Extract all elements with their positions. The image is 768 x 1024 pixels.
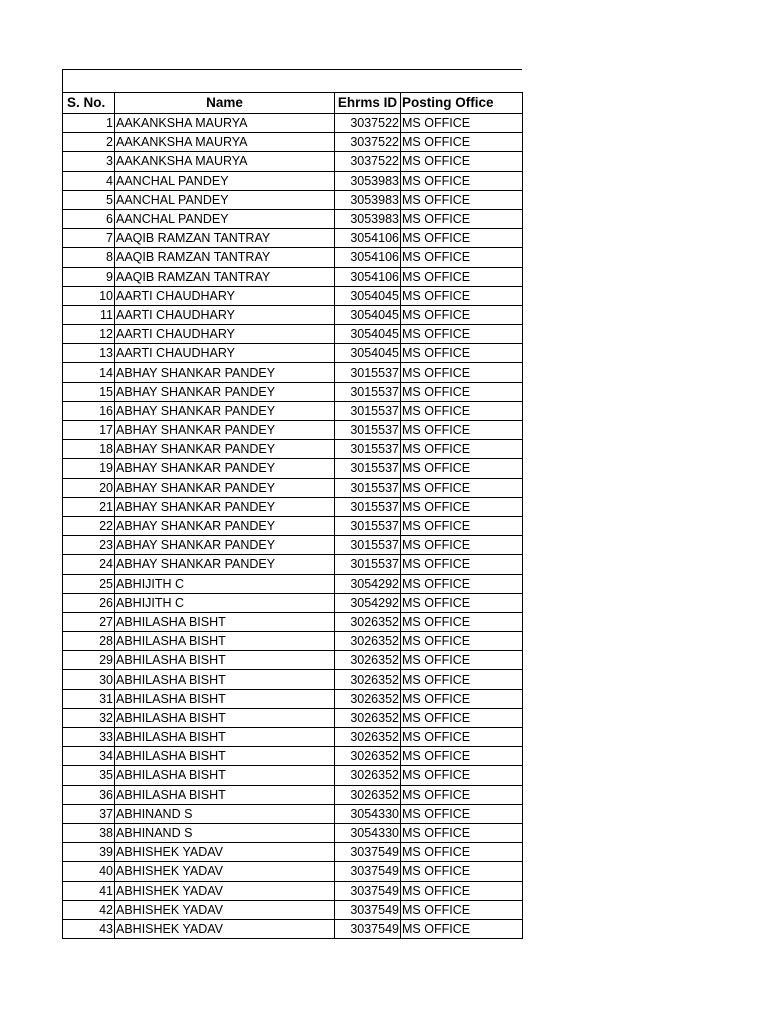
table-row	[63, 593, 523, 612]
cell-sno: 30	[63, 670, 115, 689]
cell-posting-office: MS OFFICE	[401, 171, 523, 190]
cell-sno: 22	[63, 516, 115, 535]
cell-posting-office: MS OFFICE	[401, 919, 523, 938]
cell-ehrms-id: 3026352	[335, 670, 401, 689]
cell-posting-office: MS OFFICE	[401, 440, 523, 459]
table-row	[63, 804, 523, 823]
cell-name: ABHISHEK YADAV	[115, 881, 335, 900]
cell-name: AANCHAL PANDEY	[115, 190, 335, 209]
table-row	[63, 401, 523, 420]
cell-posting-office: MS OFFICE	[401, 843, 523, 862]
table-row	[63, 229, 523, 248]
cell-sno: 15	[63, 382, 115, 401]
cell-posting-office: MS OFFICE	[401, 401, 523, 420]
cell-sno: 27	[63, 612, 115, 631]
spreadsheet-page	[62, 69, 522, 939]
cell-posting-office: MS OFFICE	[401, 478, 523, 497]
cell-ehrms-id: 3026352	[335, 728, 401, 747]
cell-posting-office: MS OFFICE	[401, 747, 523, 766]
cell-ehrms-id: 3015537	[335, 421, 401, 440]
cell-name: ABHINAND S	[115, 823, 335, 842]
cell-ehrms-id: 3054045	[335, 305, 401, 324]
cell-ehrms-id: 3037549	[335, 919, 401, 938]
column-header-ehrms-id: Ehrms ID	[335, 93, 401, 114]
cell-sno: 19	[63, 459, 115, 478]
cell-sno: 3	[63, 152, 115, 171]
cell-name: ABHILASHA BISHT	[115, 766, 335, 785]
cell-sno: 9	[63, 267, 115, 286]
table-row	[63, 766, 523, 785]
cell-name: ABHAY SHANKAR PANDEY	[115, 421, 335, 440]
cell-ehrms-id: 3054106	[335, 267, 401, 286]
cell-posting-office: MS OFFICE	[401, 689, 523, 708]
cell-ehrms-id: 3037549	[335, 881, 401, 900]
table-row	[63, 305, 523, 324]
cell-ehrms-id: 3053983	[335, 209, 401, 228]
cell-posting-office: MS OFFICE	[401, 421, 523, 440]
cell-name: AAKANKSHA MAURYA	[115, 152, 335, 171]
cell-posting-office: MS OFFICE	[401, 152, 523, 171]
table-row	[63, 286, 523, 305]
cell-posting-office: MS OFFICE	[401, 574, 523, 593]
cell-posting-office: MS OFFICE	[401, 229, 523, 248]
table-row	[63, 612, 523, 631]
cell-name: AANCHAL PANDEY	[115, 171, 335, 190]
cell-ehrms-id: 3026352	[335, 708, 401, 727]
cell-name: ABHAY SHANKAR PANDEY	[115, 401, 335, 420]
header-row	[63, 93, 523, 114]
cell-sno: 2	[63, 133, 115, 152]
cell-sno: 4	[63, 171, 115, 190]
cell-sno: 17	[63, 421, 115, 440]
cell-ehrms-id: 3015537	[335, 497, 401, 516]
table-row	[63, 421, 523, 440]
cell-ehrms-id: 3015537	[335, 536, 401, 555]
column-header-posting-office: Posting Office	[401, 93, 523, 114]
cell-name: ABHIJITH C	[115, 574, 335, 593]
cell-name: ABHILASHA BISHT	[115, 612, 335, 631]
cell-sno: 8	[63, 248, 115, 267]
cell-name: ABHAY SHANKAR PANDEY	[115, 363, 335, 382]
cell-name: ABHISHEK YADAV	[115, 900, 335, 919]
cell-name: ABHILASHA BISHT	[115, 728, 335, 747]
table-row	[63, 363, 523, 382]
cell-name: ABHAY SHANKAR PANDEY	[115, 478, 335, 497]
cell-posting-office: MS OFFICE	[401, 785, 523, 804]
cell-name: ABHAY SHANKAR PANDEY	[115, 555, 335, 574]
cell-name: ABHIJITH C	[115, 593, 335, 612]
cell-name: AAQIB RAMZAN TANTRAY	[115, 248, 335, 267]
cell-sno: 25	[63, 574, 115, 593]
cell-posting-office: MS OFFICE	[401, 286, 523, 305]
column-header-sno: S. No.	[63, 93, 115, 114]
table-row	[63, 382, 523, 401]
cell-ehrms-id: 3037549	[335, 900, 401, 919]
table-row	[63, 478, 523, 497]
cell-name: ABHILASHA BISHT	[115, 651, 335, 670]
cell-posting-office: MS OFFICE	[401, 862, 523, 881]
table-row	[63, 919, 523, 938]
cell-ehrms-id: 3053983	[335, 190, 401, 209]
cell-sno: 29	[63, 651, 115, 670]
cell-name: ABHAY SHANKAR PANDEY	[115, 382, 335, 401]
cell-sno: 31	[63, 689, 115, 708]
cell-name: ABHAY SHANKAR PANDEY	[115, 440, 335, 459]
cell-ehrms-id: 3054045	[335, 325, 401, 344]
cell-ehrms-id: 3054106	[335, 248, 401, 267]
cell-sno: 40	[63, 862, 115, 881]
cell-name: ABHILASHA BISHT	[115, 785, 335, 804]
cell-sno: 38	[63, 823, 115, 842]
table-row	[63, 632, 523, 651]
cell-name: ABHAY SHANKAR PANDEY	[115, 536, 335, 555]
cell-ehrms-id: 3015537	[335, 459, 401, 478]
table-row	[63, 190, 523, 209]
cell-ehrms-id: 3054045	[335, 344, 401, 363]
table-row	[63, 862, 523, 881]
cell-name: ABHAY SHANKAR PANDEY	[115, 459, 335, 478]
table-row	[63, 900, 523, 919]
cell-posting-office: MS OFFICE	[401, 823, 523, 842]
cell-name: ABHINAND S	[115, 804, 335, 823]
table-row	[63, 267, 523, 286]
cell-posting-office: MS OFFICE	[401, 728, 523, 747]
cell-ehrms-id: 3053983	[335, 171, 401, 190]
cell-posting-office: MS OFFICE	[401, 708, 523, 727]
table-row	[63, 843, 523, 862]
cell-name: ABHILASHA BISHT	[115, 747, 335, 766]
table-row	[63, 209, 523, 228]
cell-posting-office: MS OFFICE	[401, 593, 523, 612]
cell-name: ABHILASHA BISHT	[115, 689, 335, 708]
cell-ehrms-id: 3026352	[335, 766, 401, 785]
cell-sno: 43	[63, 919, 115, 938]
cell-posting-office: MS OFFICE	[401, 267, 523, 286]
cell-sno: 26	[63, 593, 115, 612]
cell-ehrms-id: 3037522	[335, 114, 401, 133]
cell-name: AANCHAL PANDEY	[115, 209, 335, 228]
table-row	[63, 248, 523, 267]
table-row	[63, 651, 523, 670]
cell-sno: 28	[63, 632, 115, 651]
cell-ehrms-id: 3015537	[335, 401, 401, 420]
table-row	[63, 133, 523, 152]
table-row	[63, 171, 523, 190]
cell-posting-office: MS OFFICE	[401, 344, 523, 363]
cell-ehrms-id: 3054330	[335, 804, 401, 823]
cell-sno: 42	[63, 900, 115, 919]
table-row	[63, 459, 523, 478]
cell-ehrms-id: 3026352	[335, 612, 401, 631]
cell-ehrms-id: 3015537	[335, 440, 401, 459]
cell-ehrms-id: 3026352	[335, 785, 401, 804]
cell-posting-office: MS OFFICE	[401, 766, 523, 785]
cell-posting-office: MS OFFICE	[401, 248, 523, 267]
table-row	[63, 708, 523, 727]
cell-sno: 32	[63, 708, 115, 727]
cell-ehrms-id: 3015537	[335, 516, 401, 535]
cell-name: AARTI CHAUDHARY	[115, 305, 335, 324]
cell-posting-office: MS OFFICE	[401, 363, 523, 382]
cell-name: ABHAY SHANKAR PANDEY	[115, 516, 335, 535]
cell-posting-office: MS OFFICE	[401, 612, 523, 631]
cell-sno: 7	[63, 229, 115, 248]
cell-ehrms-id: 3015537	[335, 363, 401, 382]
cell-ehrms-id: 3026352	[335, 747, 401, 766]
cell-ehrms-id: 3026352	[335, 651, 401, 670]
cell-ehrms-id: 3054045	[335, 286, 401, 305]
cell-ehrms-id: 3054292	[335, 593, 401, 612]
table-row	[63, 747, 523, 766]
cell-sno: 6	[63, 209, 115, 228]
table-row	[63, 728, 523, 747]
cell-ehrms-id: 3026352	[335, 632, 401, 651]
cell-ehrms-id: 3037549	[335, 843, 401, 862]
cell-posting-office: MS OFFICE	[401, 190, 523, 209]
table-row	[63, 785, 523, 804]
cell-sno: 1	[63, 114, 115, 133]
cell-sno: 21	[63, 497, 115, 516]
cell-sno: 5	[63, 190, 115, 209]
cell-posting-office: MS OFFICE	[401, 516, 523, 535]
table-row	[63, 536, 523, 555]
cell-name: ABHAY SHANKAR PANDEY	[115, 497, 335, 516]
cell-ehrms-id: 3015537	[335, 382, 401, 401]
cell-name: ABHILASHA BISHT	[115, 708, 335, 727]
cell-name: ABHISHEK YADAV	[115, 862, 335, 881]
cell-posting-office: MS OFFICE	[401, 382, 523, 401]
cell-name: ABHILASHA BISHT	[115, 632, 335, 651]
table-row	[63, 114, 523, 133]
cell-sno: 16	[63, 401, 115, 420]
cell-sno: 12	[63, 325, 115, 344]
cell-posting-office: MS OFFICE	[401, 804, 523, 823]
cell-posting-office: MS OFFICE	[401, 133, 523, 152]
cell-posting-office: MS OFFICE	[401, 459, 523, 478]
table-row	[63, 670, 523, 689]
cell-posting-office: MS OFFICE	[401, 209, 523, 228]
cell-sno: 23	[63, 536, 115, 555]
cell-posting-office: MS OFFICE	[401, 555, 523, 574]
cell-sno: 14	[63, 363, 115, 382]
cell-sno: 34	[63, 747, 115, 766]
table-row	[63, 440, 523, 459]
cell-ehrms-id: 3054330	[335, 823, 401, 842]
table-row	[63, 516, 523, 535]
cell-name: AAKANKSHA MAURYA	[115, 133, 335, 152]
table-row	[63, 823, 523, 842]
cell-ehrms-id: 3054292	[335, 574, 401, 593]
cell-name: AARTI CHAUDHARY	[115, 344, 335, 363]
cell-ehrms-id: 3015537	[335, 555, 401, 574]
cell-sno: 10	[63, 286, 115, 305]
cell-posting-office: MS OFFICE	[401, 651, 523, 670]
cell-sno: 24	[63, 555, 115, 574]
table-row	[63, 344, 523, 363]
empty-title-row	[62, 69, 522, 92]
cell-posting-office: MS OFFICE	[401, 632, 523, 651]
staff-table	[62, 92, 523, 939]
cell-posting-office: MS OFFICE	[401, 325, 523, 344]
cell-ehrms-id: 3054106	[335, 229, 401, 248]
cell-sno: 13	[63, 344, 115, 363]
cell-sno: 37	[63, 804, 115, 823]
cell-posting-office: MS OFFICE	[401, 497, 523, 516]
cell-posting-office: MS OFFICE	[401, 900, 523, 919]
table-row	[63, 689, 523, 708]
cell-sno: 20	[63, 478, 115, 497]
cell-name: AARTI CHAUDHARY	[115, 286, 335, 305]
cell-sno: 11	[63, 305, 115, 324]
cell-posting-office: MS OFFICE	[401, 881, 523, 900]
column-header-name: Name	[115, 93, 335, 114]
cell-sno: 35	[63, 766, 115, 785]
table-row	[63, 152, 523, 171]
cell-name: ABHILASHA BISHT	[115, 670, 335, 689]
cell-posting-office: MS OFFICE	[401, 114, 523, 133]
cell-sno: 41	[63, 881, 115, 900]
table-row	[63, 325, 523, 344]
cell-name: AAQIB RAMZAN TANTRAY	[115, 229, 335, 248]
cell-name: ABHISHEK YADAV	[115, 919, 335, 938]
cell-posting-office: MS OFFICE	[401, 670, 523, 689]
cell-ehrms-id: 3015537	[335, 478, 401, 497]
table-row	[63, 497, 523, 516]
cell-posting-office: MS OFFICE	[401, 305, 523, 324]
cell-sno: 39	[63, 843, 115, 862]
cell-ehrms-id: 3037522	[335, 152, 401, 171]
cell-sno: 33	[63, 728, 115, 747]
table-row	[63, 574, 523, 593]
cell-ehrms-id: 3037549	[335, 862, 401, 881]
cell-ehrms-id: 3026352	[335, 689, 401, 708]
cell-name: AARTI CHAUDHARY	[115, 325, 335, 344]
cell-sno: 36	[63, 785, 115, 804]
cell-ehrms-id: 3037522	[335, 133, 401, 152]
cell-name: ABHISHEK YADAV	[115, 843, 335, 862]
cell-sno: 18	[63, 440, 115, 459]
cell-posting-office: MS OFFICE	[401, 536, 523, 555]
cell-name: AAKANKSHA MAURYA	[115, 114, 335, 133]
table-row	[63, 555, 523, 574]
cell-name: AAQIB RAMZAN TANTRAY	[115, 267, 335, 286]
table-row	[63, 881, 523, 900]
